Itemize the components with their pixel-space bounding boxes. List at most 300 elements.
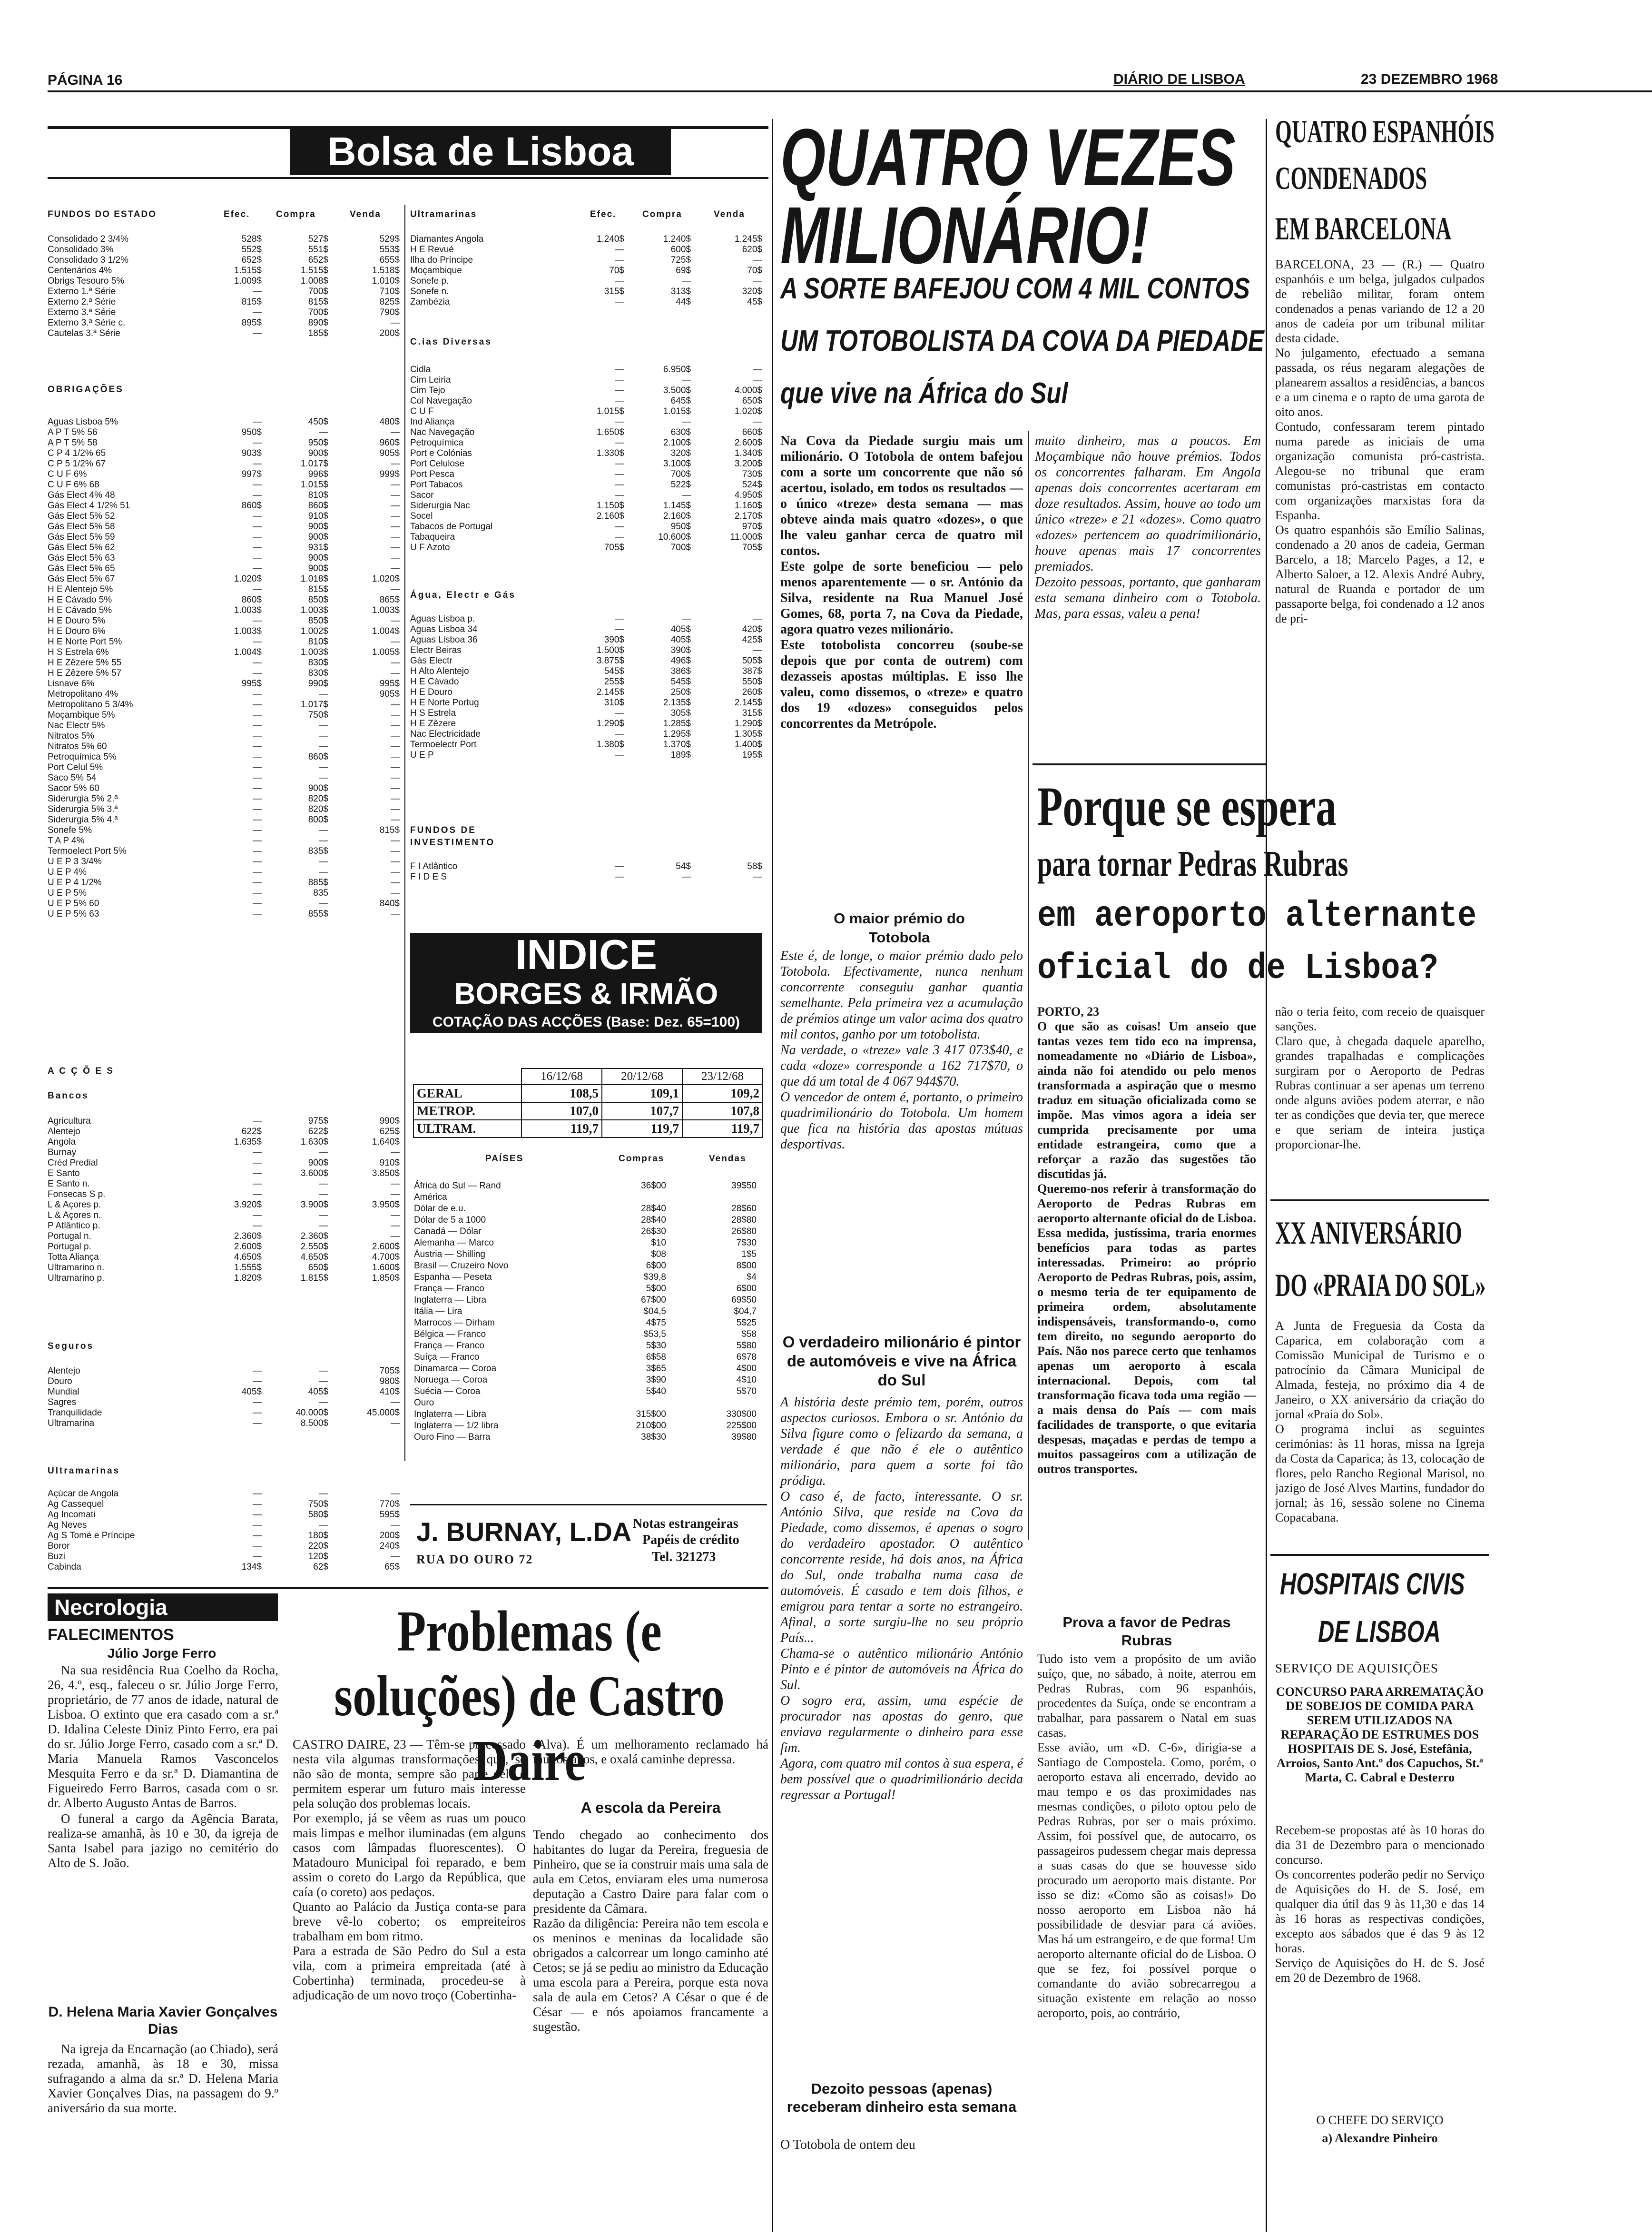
quote-efec: — [615, 297, 624, 307]
quote-compra: 700$ [670, 469, 691, 479]
quote-row [48, 668, 400, 679]
porque-headline-3: em aeroporto alternante [1037, 896, 1477, 937]
quote-row [410, 276, 762, 287]
quote-efec: 70$ [609, 266, 624, 276]
cambio-compra: 5$30 [646, 1341, 666, 1351]
quote-row [410, 427, 762, 438]
quote-efec: — [253, 480, 262, 490]
quote-compra: 180$ [308, 1531, 328, 1541]
quote-row [48, 1562, 400, 1572]
indice-table [413, 1068, 763, 1138]
quote-efec: — [615, 624, 624, 634]
quote-venda: — [391, 584, 400, 594]
quote-venda: — [391, 888, 400, 898]
quote-row [48, 480, 400, 490]
bolsa-divider [404, 205, 405, 1461]
quote-name: L & Açores p. [48, 1200, 101, 1210]
quote-compra: 900$ [308, 564, 328, 574]
cambio-name: Suíça — Franco [414, 1352, 480, 1362]
quote-compra: 405$ [308, 1387, 328, 1397]
quote-name: Ag S Tomé e Príncipe [48, 1531, 135, 1541]
quote-name: Nac Navegação [410, 427, 475, 437]
quote-compra: 2.550$ [300, 1242, 328, 1252]
quote-efec: 1.500$ [596, 645, 624, 655]
col-header-venda-2: Venda [714, 209, 745, 219]
quote-venda: 1.160$ [734, 501, 762, 511]
cambios-list [414, 1180, 766, 1443]
quote-venda: — [391, 427, 400, 437]
quote-compra: 850$ [308, 616, 328, 626]
quote-efec: — [253, 878, 262, 888]
quote-venda: — [753, 645, 762, 655]
cambio-name: Ouro [414, 1398, 434, 1408]
quote-compra: 931$ [308, 543, 328, 553]
fundos-inv-title: FUNDOS DE INVESTIMENTO [410, 825, 495, 848]
cambio-compra: $39,8 [643, 1272, 666, 1282]
quote-row [410, 365, 762, 375]
quote-venda: — [753, 365, 762, 375]
indice-caption: COTAÇÃO DAS ACÇÕES (Base: Dez. 65=100) [410, 1012, 762, 1033]
quote-venda: 620$ [742, 245, 762, 255]
quote-venda: 970$ [742, 522, 762, 532]
quote-name: H E Revué [410, 245, 454, 255]
quote-efec: — [253, 752, 262, 762]
quote-name: Gás Elect 5% 67 [48, 574, 115, 584]
quote-compra: 1.295$ [663, 729, 691, 739]
quote-compra: 1.515$ [300, 266, 328, 276]
quote-row [48, 307, 400, 318]
cambio-venda: 330$00 [726, 1409, 757, 1419]
quote-compra: — [319, 742, 328, 752]
quote-row [48, 909, 400, 920]
quote-row [410, 266, 762, 276]
quote-row [410, 375, 762, 386]
quote-venda: 1.305$ [734, 729, 762, 739]
quote-efec: — [253, 731, 262, 741]
quote-row [48, 297, 400, 307]
quote-efec: 1.330$ [596, 448, 624, 458]
quote-row [410, 417, 762, 427]
quote-venda: — [391, 1520, 400, 1530]
quote-venda: — [391, 731, 400, 741]
quote-venda: — [391, 1489, 400, 1499]
porque-headline-2: para tornar Pedras Rubras [1037, 844, 1348, 884]
quote-name: Metropolitano 5 3/4% [48, 700, 133, 710]
quote-compra: — [682, 417, 691, 427]
quote-compra: 835$ [308, 846, 328, 856]
cambio-venda: 39$50 [731, 1181, 757, 1191]
quote-row [48, 1541, 400, 1552]
quote-venda: 595$ [379, 1510, 400, 1520]
quote-venda: 4.700$ [372, 1252, 400, 1262]
quote-row [48, 490, 400, 501]
hospitais-signature: a) Alexandre Pinheiro [1322, 2131, 1438, 2145]
quote-row [48, 700, 400, 710]
quote-compra: 750$ [308, 1499, 328, 1509]
quote-efec: — [615, 750, 624, 760]
quatro-body-3: O Totobola de ontem deu [780, 2137, 915, 2152]
quote-venda: 200$ [379, 1531, 400, 1541]
cambio-compra: $04,5 [643, 1306, 666, 1316]
quote-name: Agricultura [48, 1116, 91, 1126]
cambio-compra: 26$30 [641, 1226, 666, 1236]
page-number: PÁGINA 16 [48, 72, 123, 88]
quote-venda: 2.170$ [734, 511, 762, 521]
quote-row [48, 637, 400, 647]
quote-name: Siderurgia 5% 4.ª [48, 815, 118, 825]
quote-compra: 1.240$ [663, 234, 691, 244]
quote-compra: — [682, 614, 691, 624]
quote-row [410, 698, 762, 708]
diversas-title: C.ias Diversas [410, 337, 492, 347]
quote-name: H Alto Alentejo [410, 666, 469, 676]
quote-row [48, 427, 400, 438]
quote-compra: 390$ [670, 645, 691, 655]
hospitais-text: Recebem-se propostas até às 10 horas do dia 31 de Dezembro para o mencionado concurso. Os concorrentes poderão pedir no Serviço de Aquisições do H. de S. José, em qualquer dia útil das 9 às 11,30 e das 14 às 16 horas as respectivas condições, excepto aos sábados que é das 9 às 12 horas. Serviço de Aquisições do H. de S. José em 20 de Dezembro de 1968. [1275, 1823, 1485, 1985]
quote-name: Socel [410, 511, 433, 521]
quote-name: Zambézia [410, 297, 450, 307]
quote-efec: — [615, 276, 624, 286]
quote-compra: 1.015$ [300, 480, 328, 490]
quote-efec: — [615, 417, 624, 427]
cambios-header-vendas: Vendas [709, 1154, 747, 1164]
quote-venda: 1.003$ [372, 605, 400, 615]
cambio-venda: 7$30 [736, 1238, 757, 1248]
quote-venda: 710$ [379, 287, 400, 297]
quote-compra: 189$ [670, 750, 691, 760]
quote-compra: 8.500$ [300, 1418, 328, 1428]
cambio-venda: 5$70 [736, 1386, 757, 1396]
indice-label: GERAL [413, 1085, 521, 1102]
quote-compra: 1.815$ [300, 1273, 328, 1283]
quote-row [48, 1127, 400, 1137]
quote-venda: 4.000$ [734, 386, 762, 396]
quote-compra: — [319, 1189, 328, 1199]
quote-compra: — [319, 1366, 328, 1376]
quote-compra: 3.900$ [300, 1200, 328, 1210]
quote-compra: 860$ [308, 501, 328, 511]
quote-venda: — [753, 417, 762, 427]
quote-compra: — [319, 899, 328, 909]
quote-compra: 996$ [308, 469, 328, 479]
praia-text: A Junta de Freguesia da Costa da Caparica, em colaboração com a Comissão Municipal de Turismo e o patrocínio da Câmara Municipal de Almada, festeja, no próximo dia 4 de Janeiro, o XX aniversário da criação do jornal «Praia do Sol». O programa inclui as seguintes cerimónias: às 11 horas, missa na Igreja da Costa da Caparica; às 13, colocação de flores, pelo Rancho Regional Marisol, no jazigo de José Alves Martins, fundador do jornal; às 16, sessão solene no Cinema Copacabana. [1275, 1319, 1485, 1524]
quote-compra: — [319, 427, 328, 437]
quote-efec: — [615, 459, 624, 469]
quote-name: P Atlântico p. [48, 1221, 100, 1231]
quote-compra: — [682, 375, 691, 385]
quote-compra: — [319, 773, 328, 783]
quote-compra: 185$ [308, 328, 328, 338]
quote-compra: 527$ [308, 234, 328, 244]
quote-compra: 2.100$ [663, 438, 691, 448]
quote-venda: — [391, 1231, 400, 1241]
ultramarinas2-title: Ultramarinas [48, 1466, 120, 1476]
quatro-sub-1: A SORTE BAFEJOU COM 4 MIL CONTOS [780, 272, 1250, 305]
quote-venda: 480$ [379, 417, 400, 427]
quote-efec: — [615, 490, 624, 500]
quote-efec: — [253, 783, 262, 793]
quote-efec: — [253, 668, 262, 678]
quote-efec: 1.009$ [234, 276, 262, 286]
quote-efec: 1.004$ [234, 647, 262, 657]
quote-name: Consolidado 3% [48, 245, 114, 255]
quote-row [410, 708, 762, 719]
quote-compra: 900$ [308, 522, 328, 532]
cambio-row [414, 1432, 766, 1443]
quote-name: Consolidado 2 3/4% [48, 234, 129, 244]
quote-row [48, 1531, 400, 1541]
quote-row [48, 626, 400, 637]
col-header-efec: Efec. [224, 209, 250, 219]
quote-venda: — [391, 522, 400, 532]
quote-row [410, 245, 762, 255]
quote-row [48, 888, 400, 899]
cambio-name: África do Sul — Rand [414, 1181, 501, 1191]
cambio-venda: $58 [741, 1329, 757, 1339]
quote-compra: — [319, 857, 328, 867]
quote-efec: — [253, 1147, 262, 1157]
quote-row [48, 1408, 400, 1418]
quote-row [410, 297, 762, 307]
quote-row [48, 1200, 400, 1210]
quote-row [48, 469, 400, 480]
quote-compra: 545$ [670, 677, 691, 687]
quote-compra: 250$ [670, 687, 691, 697]
quote-name: Ag Neves [48, 1520, 87, 1530]
quatro-lead-right: muito dinheiro, mas a poucos. Em Moçambique não houve prémios. Todos os concorrentes falharam. Em Angola apenas dois concorrentes acertaram em doze resultados. Assim, houve ao todo um único «treze» e 21 «dozes». Como quatro «dozes» pertencem ao quadrimilionário, houve apenas mais 17 concorrentes premiados. Dezoito pessoas, portanto, que ganharam esta semana dinheiro com o Totobola. Mas, para essas, valeu a pena! [1035, 434, 1261, 621]
quote-efec: — [253, 328, 262, 338]
col-header-compra-2: Compra [642, 209, 682, 219]
cambio-row [414, 1306, 766, 1317]
quote-compra: 522$ [670, 480, 691, 490]
quote-name: Externo 1.ª Série [48, 287, 116, 297]
quote-name: H S Estrela [410, 708, 456, 718]
quote-compra: 700$ [670, 543, 691, 553]
quote-row [48, 543, 400, 553]
quote-efec: 310$ [604, 698, 624, 708]
quote-venda: 815$ [379, 825, 400, 835]
quote-efec: 390$ [604, 635, 624, 645]
quote-row [410, 740, 762, 750]
quote-compra: 6.950$ [663, 365, 691, 375]
burnay-rule [410, 1504, 767, 1505]
quote-name: Mundial [48, 1387, 79, 1397]
quote-row [410, 490, 762, 501]
quote-efec: 1.555$ [234, 1263, 262, 1273]
quote-row [48, 564, 400, 574]
quote-row [48, 1489, 400, 1499]
cambio-compra: 36$00 [641, 1181, 666, 1191]
quote-name: Termoelect Port 5% [48, 846, 127, 856]
quote-name: H S Estrela 6% [48, 647, 109, 657]
quote-row [410, 624, 762, 635]
quote-venda: 65$ [384, 1562, 400, 1572]
quote-name: Port Celul 5% [48, 762, 103, 772]
col-header-compra: Compra [276, 209, 316, 219]
quote-compra: 69$ [676, 266, 691, 276]
quote-name: H E Alentejo 5% [48, 584, 113, 594]
quote-row [48, 721, 400, 731]
burnay-address: RUA DO OURO 72 [416, 1553, 533, 1566]
cambio-row [414, 1386, 766, 1397]
quote-efec: 895$ [241, 318, 262, 328]
quote-efec: — [253, 1408, 262, 1418]
quote-name: Gás Elect 5% 62 [48, 543, 115, 553]
quote-compra: 1.017$ [300, 459, 328, 469]
quote-row [410, 687, 762, 698]
quote-row [48, 234, 400, 245]
quote-compra: 810$ [308, 490, 328, 500]
quote-venda: 1.010$ [372, 276, 400, 286]
quote-row [410, 406, 762, 417]
quote-row [48, 1158, 400, 1168]
quote-venda: 410$ [379, 1387, 400, 1397]
quote-row [48, 287, 400, 297]
quote-row [48, 815, 400, 825]
quote-row [410, 448, 762, 459]
cambios-header-compras: Compras [619, 1154, 665, 1164]
quote-venda: 1.004$ [372, 626, 400, 636]
porque-subhead: Prova a favor de Pedras Rubras [1062, 1614, 1231, 1649]
quote-efec: — [253, 1520, 262, 1530]
quote-venda: — [391, 794, 400, 804]
quote-efec: — [253, 543, 262, 553]
cambio-row [414, 1352, 766, 1363]
cambio-name: Inglaterra — Libra [414, 1409, 487, 1419]
cambio-row [414, 1329, 766, 1340]
quote-venda: 1.020$ [372, 574, 400, 584]
quote-venda: 505$ [742, 656, 762, 666]
indice-label: METROP. [413, 1102, 521, 1120]
quote-row [410, 677, 762, 687]
quote-venda: — [391, 637, 400, 647]
quote-name: Cim Tejo [410, 386, 445, 396]
quote-venda: — [391, 836, 400, 846]
quote-venda: 2.600$ [734, 438, 762, 448]
quote-efec: 1.150$ [596, 501, 624, 511]
hospitais-servico: SERVIÇO DE AQUISIÇÕES [1275, 1661, 1438, 1675]
cambio-compra: 28$40 [641, 1215, 666, 1225]
quote-name: Moçambique [410, 266, 462, 276]
quote-name: Electr Beiras [410, 645, 462, 655]
cambio-row [414, 1409, 766, 1420]
quote-efec: 950$ [241, 427, 262, 437]
quote-compra: 2.135$ [663, 698, 691, 708]
cambio-row [414, 1249, 766, 1260]
quote-name: H E Cávado 5% [48, 595, 112, 605]
newspaper-name: DIÁRIO DE LISBOA [1113, 71, 1245, 87]
quote-compra: — [319, 1489, 328, 1499]
quote-venda: 315$ [742, 708, 762, 718]
indice-value: 108,5 [521, 1085, 602, 1102]
castro-col2b: Tendo chegado ao conhecimento dos habitantes do lugar da Pereira, freguesia de Pinheiro, que se ia construir mais uma sala de aula em Cetos, enviaram eles uma numerosa deputação a Castro Daire para falar com o presidente da Câmara. Razão da diligência: Pereira não tem escola e os meninos e meninas da localidade são obrigados a calcorrear um longo caminho até Cetos; se já se pediu ao ministro da Educação uma escola para a Pereira, porque esta nova sala de aula em Cetos? A César o que é de César — e nós apoiamos francamente a sugestão. [533, 1828, 768, 2034]
cambio-name: Dólar de 5 a 1000 [414, 1215, 486, 1225]
quote-name: Cim Leiria [410, 375, 451, 385]
castro-headline: Problemas (e soluções) de Castro Daire [334, 1599, 725, 1793]
quote-compra: 10.600$ [658, 532, 691, 542]
quote-venda: 1.518$ [372, 266, 400, 276]
fundos-inv-list [410, 861, 762, 882]
quote-name: E Santo [48, 1168, 80, 1178]
quote-efec: 995$ [241, 679, 262, 689]
quote-venda: 1.850$ [372, 1273, 400, 1283]
quote-efec: — [253, 846, 262, 856]
quote-efec: — [615, 469, 624, 479]
quote-compra: — [319, 1376, 328, 1386]
quote-efec: 1.240$ [596, 234, 624, 244]
quote-row [410, 656, 762, 666]
col-header-efec-2: Efec. [590, 209, 617, 219]
quote-row [48, 899, 400, 909]
hospitais-headline-2: DE LISBOA [1318, 1614, 1441, 1649]
quote-row [48, 266, 400, 276]
quote-efec: — [253, 815, 262, 825]
espanhois-headline-3: EM BARCELONA [1275, 210, 1452, 247]
quote-venda: — [391, 658, 400, 668]
quote-compra: 1.630$ [300, 1137, 328, 1147]
quote-name: Ultramarino n. [48, 1263, 105, 1273]
quote-row [48, 658, 400, 668]
quote-venda: 840$ [379, 899, 400, 909]
quote-name: C U F 6% 68 [48, 480, 99, 490]
quote-efec: — [253, 762, 262, 772]
quote-venda: 529$ [379, 234, 400, 244]
quote-row [48, 438, 400, 448]
quote-venda: 45$ [747, 297, 762, 307]
quote-name: H E Douro [410, 687, 452, 697]
indice-date: 16/12/68 [521, 1068, 602, 1085]
quote-venda: 999$ [379, 469, 400, 479]
quote-row [410, 459, 762, 469]
col-header-fundos: FUNDOS DO ESTADO [48, 209, 157, 219]
quote-name: U E P 5% 60 [48, 899, 99, 909]
quote-row [48, 318, 400, 328]
quote-name: Fonsecas S p. [48, 1189, 106, 1199]
indice-corner [413, 1068, 521, 1085]
quote-row [48, 1376, 400, 1387]
quote-compra: 950$ [308, 438, 328, 448]
quote-efec: — [253, 804, 262, 814]
castro-col1: CASTRO DAIRE, 23 — Têm-se processado nesta vila algumas transformações que, se não são de monta, sempre são parte dele e permitem esperar um futuro mais interesse pela solução dos problemas locais. Por exemplo, já se vêem as ruas um pouco mais limpas e melhor iluminadas (em alguns casos com lâmpadas fluorescentes). O Matadouro Municipal foi reparado, e bem assim o coreto do Largo da República, que caía (o coreto) aos pedaços. Quanto ao Palácio da Justiça conta-se para breve vê-lo coberto; os empreiteiros trabalham em bom ritmo. Para a estrada de São Pedro do Sul a esta vila, com a primeira empreitada (até à Cobertinha) terminada, procedeu-se à adjudicação de um novo troço (Cobertinha- [293, 1737, 526, 2002]
cambio-venda: 39$80 [731, 1432, 757, 1442]
porque-col1b: Tudo isto vem a propósito de um avião suíço, que, no sábado, à noite, aterrou em Pedras Rubras, com 96 espanhóis, procedentes da Suíça, onde se encontram a trabalhar, para passarem o Natal em suas casas. Esse avião, um «D. C-6», dirigia-se a Santiago de Compostela. Como, porém, o aeroporto estava ali encerrado, devido ao mau tempo e os das proximidades nas mesmas condições, o piloto optou pelo de Pedras Rubras, por ser o mais próximo. Assim, foi possível que, de autocarro, os passageiros pudessem chegar mais depressa a suas casas do que se houvesse sido procurado um aeroporto mais distante. Por isso se diz: «Como são as coisas!» Do nosso aeroporto em Lisboa não há possibilidade de desviar para cá aviões. Mas há um estrangeiro, e de que forma! Um aeroporto alternante oficial do de Lisboa. O que se fez, foi possível porque o comandante do avião sobrecarregou a situação existente em relação ao nosso aeroporto, pois, ao contrário, [1037, 1652, 1256, 2020]
quote-venda: 960$ [379, 438, 400, 448]
quote-compra: 855$ [308, 909, 328, 919]
quote-name: C U F [410, 406, 434, 416]
header-rule [48, 90, 1652, 92]
quote-name: Port Tabacos [410, 480, 463, 490]
cambio-compra: 5$40 [646, 1386, 666, 1396]
quote-row [48, 448, 400, 459]
quote-row [48, 857, 400, 867]
hospitais-concurso: CONCURSO PARA ARREMATAÇÃO DE SOBEJOS DE COMIDA PARA SEREM UTILIZADOS NA REPARAÇÃO DE ESTRUMES DOS HOSPITAIS DE S. José, Estefânia, Arroios, Santo Ant.º dos Capuchos, St.ª Marta, C. Cabral e Desterro [1276, 1685, 1484, 1784]
quote-compra: — [682, 872, 691, 882]
obituary-paragraph: Na sua residência Rua Coelho da Rocha, 26, 4.º, esq., faleceu o sr. Júlio Jorge Ferro, proprietário, de 77 anos de idade, natural de Lisboa. O extinto que era casado com a sr.ª D. Idalina Celeste Diniz Pinto Ferro, era pai do sr. Júlio Jorge Ferro, casado com a sr.ª D. Maria Manuela Ramos Vasconcelos Mesquita Ferro e da sr.ª D. Diamantina de Figueiredo Ferro Barros, casada com o sr. dr. Alberto Augusto Antas de Barros. [48, 1663, 278, 1810]
quote-row [48, 742, 400, 752]
quote-venda: 11.000$ [730, 532, 762, 542]
espanhois-headline-2: CONDENADOS [1275, 160, 1427, 196]
quote-name: U F Azoto [410, 543, 450, 553]
quote-row [410, 287, 762, 297]
quote-row [410, 469, 762, 480]
quote-compra: 750$ [308, 710, 328, 720]
quote-name: Lisnave 6% [48, 679, 95, 689]
quote-row [410, 872, 762, 882]
quote-compra: — [682, 490, 691, 500]
obituary-text-2 [48, 2042, 278, 2116]
quote-row [48, 522, 400, 532]
quote-efec: — [253, 1376, 262, 1386]
